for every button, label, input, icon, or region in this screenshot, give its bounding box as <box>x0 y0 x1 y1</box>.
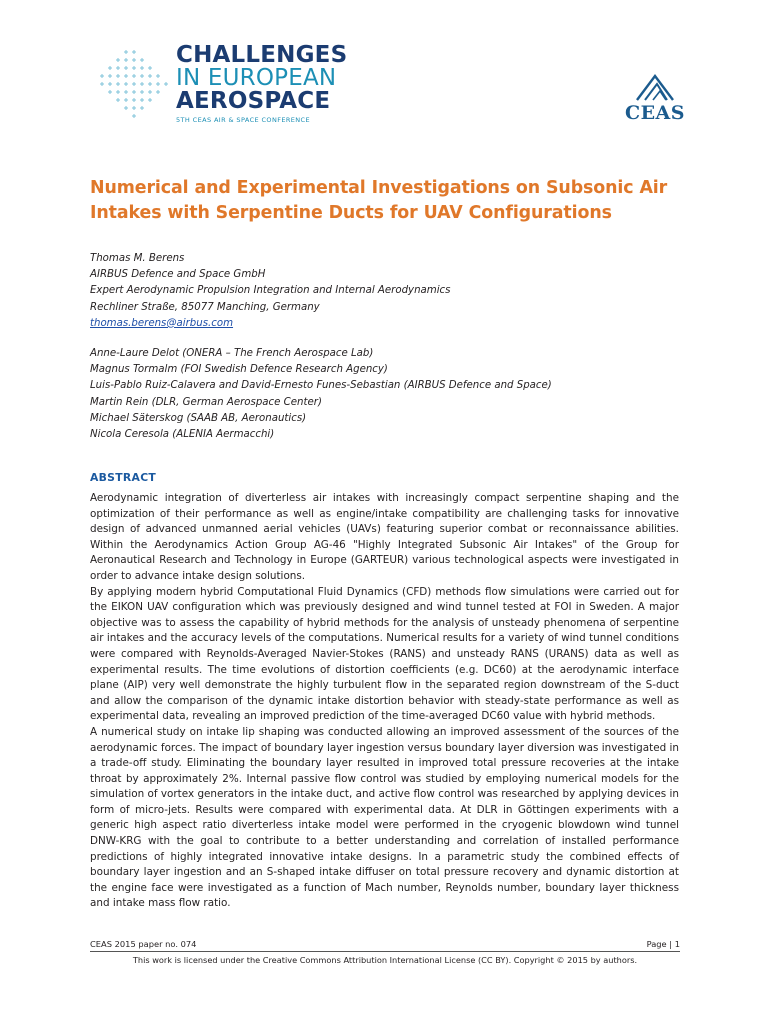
abstract-paragraph: A numerical study on intake lip shaping was conducted allowing an improved assessment of the sources of the aerodynamic forces. The impact of boundary layer ingestion versus boundary layer diversion was investigated in a trade-off study. Eliminating the boundary layer resulted in improved total pressure recoveries at the intake throat by approximately 2%. Internal passive flow control was studied by employing numerical models for the simulation of vortex generators in the intake duct, and active flow control was researched by applying devices in form of micro-jets. Results were compared with experimental data. At DLR in Göttingen experiments with a generic high aspect ratio diverterless intake model were performed in the cryogenic blowdown wind tunnel DNW-KRG with the goal to contribute to a better understanding and correlation of installed performance predictions of highly integrated innovative intake designs. In a parametric study the combined effects of boundary layer ingestion and an S-shaped intake diffuser on total pressure recovery and dynamic distortion at the engine face were investigated as a function of Mach number, Reynolds number, boundary layer thickness and intake mass flow ratio. <box>90 725 679 910</box>
main-author-org: AIRBUS Defence and Space GmbH <box>90 269 266 281</box>
ceas-logo-text: CEAS <box>624 102 686 124</box>
conference-line-3: AEROSPACE <box>176 88 331 114</box>
page-footer <box>90 938 680 966</box>
main-author-email-link[interactable]: thomas.berens@airbus.com <box>90 317 234 329</box>
conference-line-1: CHALLENGES <box>176 42 348 68</box>
conference-line-2: IN EUROPEAN <box>176 65 337 91</box>
main-author-name: Thomas M. Berens <box>90 253 185 264</box>
conference-header <box>90 40 690 140</box>
conference-logo-dots <box>90 40 175 125</box>
license-notice: This work is licensed under the Creative Commons Attribution International License (CC BY). Copyright © 2015 by authors. <box>132 955 638 965</box>
conference-subtitle: 5TH CEAS AIR & SPACE CONFERENCE <box>176 116 310 124</box>
main-author-address: Rechliner Straße, 85077 Manching, Germany <box>90 301 320 313</box>
page-number: Page | 1 <box>646 939 680 949</box>
abstract-paragraph: By applying modern hybrid Computational Fluid Dynamics (CFD) methods flow simulations were carried out for the EIKON UAV configuration which was previously designed and wind tunnel tested at FOI in Sweden. A major objective was to assess the capability of hybrid methods for the analysis of unsteady phenomena of serpentine air intakes and the accuracy levels of the computations. Numerical results for a variety of wind tunnel conditions were compared with Reynolds-Averaged Navier-Stokes (RANS) and unsteady RANS (URANS) data as well as experimental results. The time evolutions of distortion coefficients (e.g. DC60) at the aerodynamic interface plane (AIP) very well demonstrate the highly turbulent flow in the separated region downstream of the S-duct and allow the comparison of the dynamic intake distortion behavior with steady-state performance as well as experimental data, revealing an improved prediction of the time-averaged DC60 value with hybrid methods. <box>90 585 679 723</box>
coauthor-item: Martin Rein (DLR, German Aerospace Center) <box>90 396 322 408</box>
abstract-paragraph: Aerodynamic integration of diverterless air intakes with increasingly compact serpentine shaping and the optimization of their performance as well as engine/intake compatibility are challenging tasks for innovative design of advanced unmanned aerial vehicles (UAVs) featuring superior combat or reconnaissance abilities. Within the Aerodynamics Action Group AG-46 "Highly Integrated Subsonic Air Intakes" of the Group for Aeronautical Research and Technology in Europe (GARTEUR) various technological aspects were investigated in order to advance intake design solutions. <box>90 492 679 582</box>
ceas-logo <box>620 72 690 132</box>
coauthor-item: Nicola Ceresola (ALENIA Aermacchi) <box>90 429 275 441</box>
paper-title: Numerical and Experimental Investigations on Subsonic Air Intakes with Serpentine Ducts for UAV Configurations <box>90 178 668 223</box>
paper-number: CEAS 2015 paper no. 074 <box>90 939 197 949</box>
coauthor-item: Luis-Pablo Ruiz-Calavera and David-Ernesto Funes-Sebastian (AIRBUS Defence and Space) <box>90 380 552 392</box>
ceas-mountain-icon <box>633 72 677 102</box>
coauthor-item: Magnus Tormalm (FOI Swedish Defence Research Agency) <box>90 364 388 376</box>
author-block <box>90 251 690 443</box>
abstract-body <box>90 491 679 912</box>
main-author-role: Expert Aerodynamic Propulsion Integration and Internal Aerodynamics <box>90 285 451 297</box>
coauthor-item: Michael Säterskog (SAAB AB, Aeronautics) <box>90 412 307 424</box>
coauthor-item: Anne-Laure Delot (ONERA – The French Aerospace Lab) <box>90 348 374 360</box>
conference-title <box>176 44 347 124</box>
abstract-heading: ABSTRACT <box>90 471 157 484</box>
